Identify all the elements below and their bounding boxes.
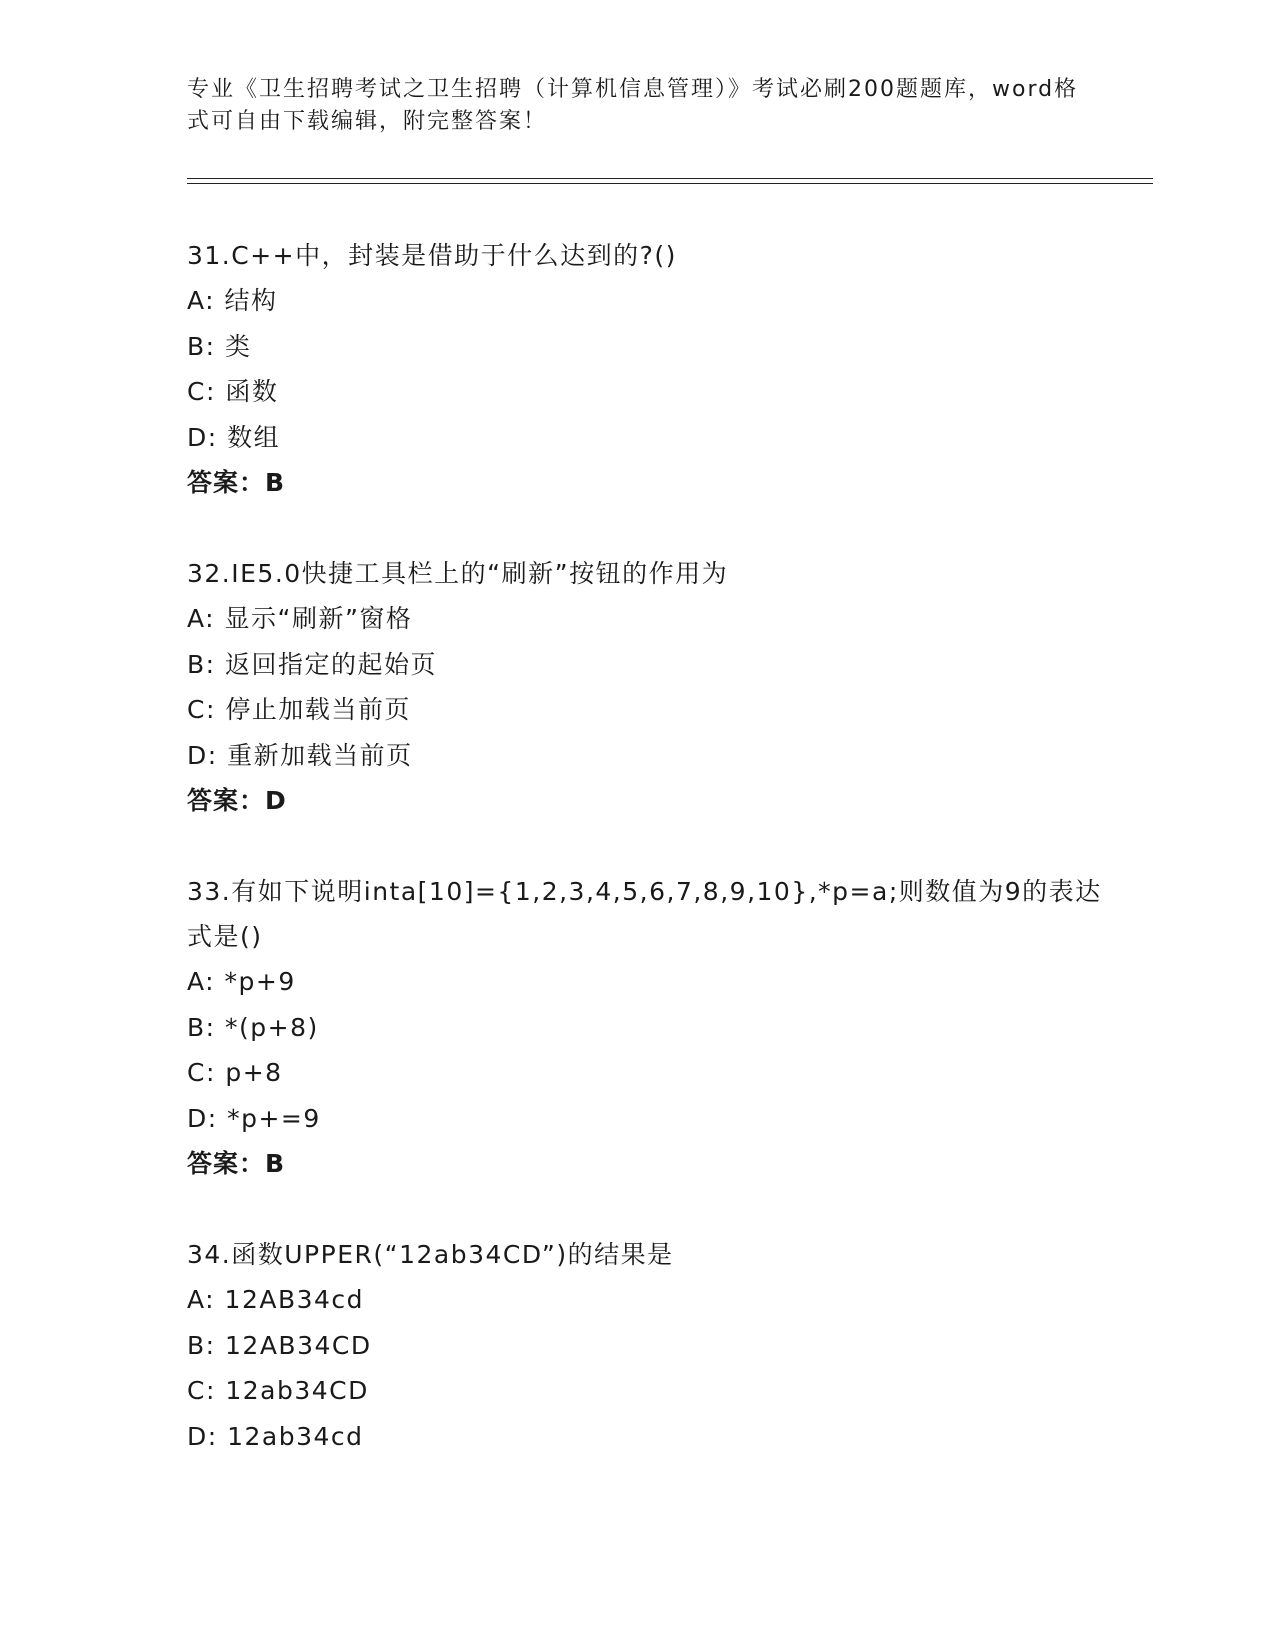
answer-line: 答案：D [187,786,287,815]
option-a: A: *p+9 [187,967,296,996]
question-stem: 34.函数UPPER(“12ab34CD”)的结果是 [187,1240,674,1269]
option-b: B: *(p+8) [187,1012,319,1042]
document-header-text: 专业《卫生招聘考试之卫生招聘（计算机信息管理）》考试必刷200题题库，word格式可自由下载编辑，附完整答案！ [187,77,1079,134]
option-b: B: 返回指定的起始页 [187,649,438,679]
option-d: D: 数组 [187,422,281,452]
question-block [187,869,1107,1186]
option-c: C: 函数 [187,377,279,406]
option-c: C: p+8 [187,1058,283,1087]
option-a: A: 12AB34cd [187,1285,365,1314]
option-b: B: 类 [187,331,252,361]
question-stem: 31.C++中，封装是借助于什么达到的?() [187,241,677,270]
option-c: C: 12ab34CD [187,1376,369,1405]
option-a: A: 显示“刷新”窗格 [187,604,413,633]
option-b: B: 12AB34CD [187,1330,372,1360]
header-divider-bottom [187,183,1153,184]
option-d: D: 重新加载当前页 [187,740,413,770]
option-a: A: 结构 [187,286,278,315]
answer-line: 答案：B [187,1149,286,1178]
option-c: C: 停止加载当前页 [187,695,411,724]
question-block [187,551,1107,823]
header-divider-top [187,178,1153,179]
question-block [187,1232,1107,1459]
question-stem: 32.IE5.0快捷工具栏上的“刷新”按钮的作用为 [187,559,729,588]
answer-line: 答案：B [187,468,286,497]
question-block [187,233,1107,505]
question-stem: 33.有如下说明inta[10]={1,2,3,4,5,6,7,8,9,10},*p=a;则数值为9的表达式是() [187,877,1102,951]
option-d: D: 12ab34cd [187,1421,364,1451]
option-d: D: *p+=9 [187,1103,321,1133]
